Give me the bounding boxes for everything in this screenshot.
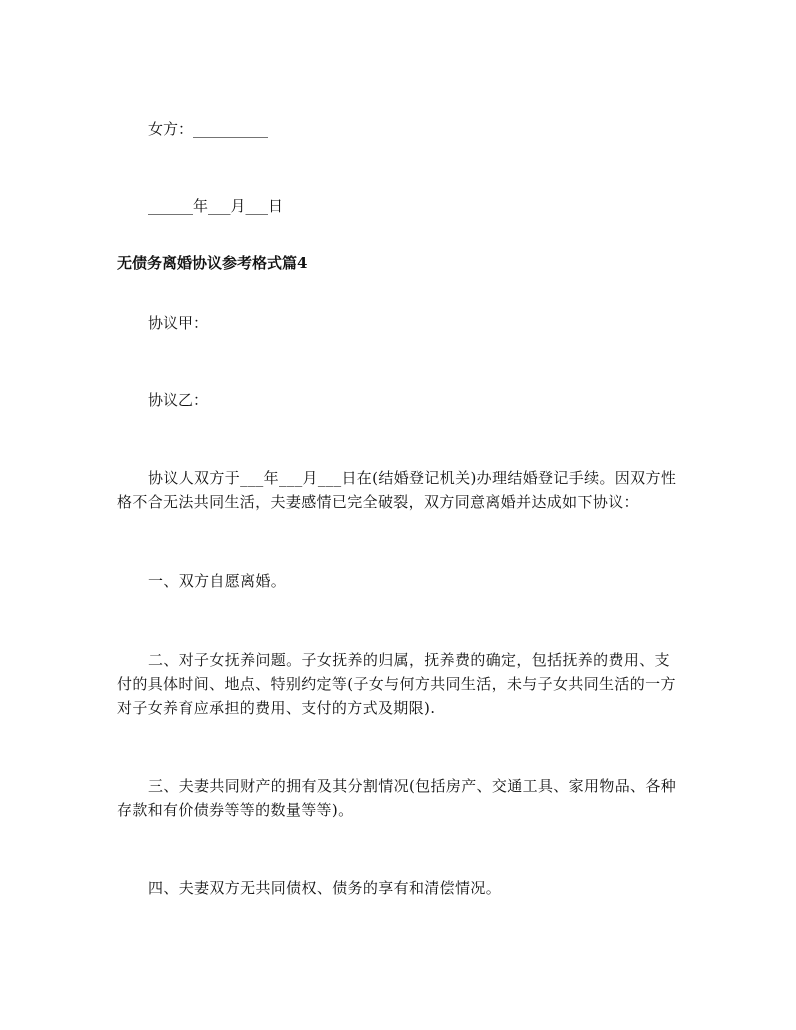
intro-paragraph: 协议人双方于___年___月___日在(结婚登记机关)办理结婚登记手续。因双方性格不合无法共同生活，夫妻感情已完全破裂，双方同意离婚并达成如下协议： <box>117 469 677 511</box>
party-a-label: 协议甲： <box>148 314 209 332</box>
clause-4: 四、夫妻双方无共同债权、债务的享有和清偿情况。 <box>148 879 502 897</box>
date-line: ______年___月___日 <box>148 197 284 215</box>
party-b-label: 协议乙： <box>148 391 209 409</box>
wife-signature-line: 女方：__________ <box>148 120 269 138</box>
section-title: 无债务离婚协议参考格式篇4 <box>117 254 308 272</box>
clause-1: 一、双方自愿离婚。 <box>148 572 287 590</box>
clause-2: 二、对子女抚养问题。子女抚养的归属，抚养费的确定，包括抚养的费用、支付的具体时间、地点、特别约定等(子女与何方共同生活，未与子女共同生活的一方对子女养育应承担的费用、支付的方式及期限). <box>117 651 676 717</box>
clause-3: 三、夫妻共同财产的拥有及其分割情况(包括房产、交通工具、家用物品、各种存款和有价债券等等的数量等等)。 <box>117 777 677 819</box>
